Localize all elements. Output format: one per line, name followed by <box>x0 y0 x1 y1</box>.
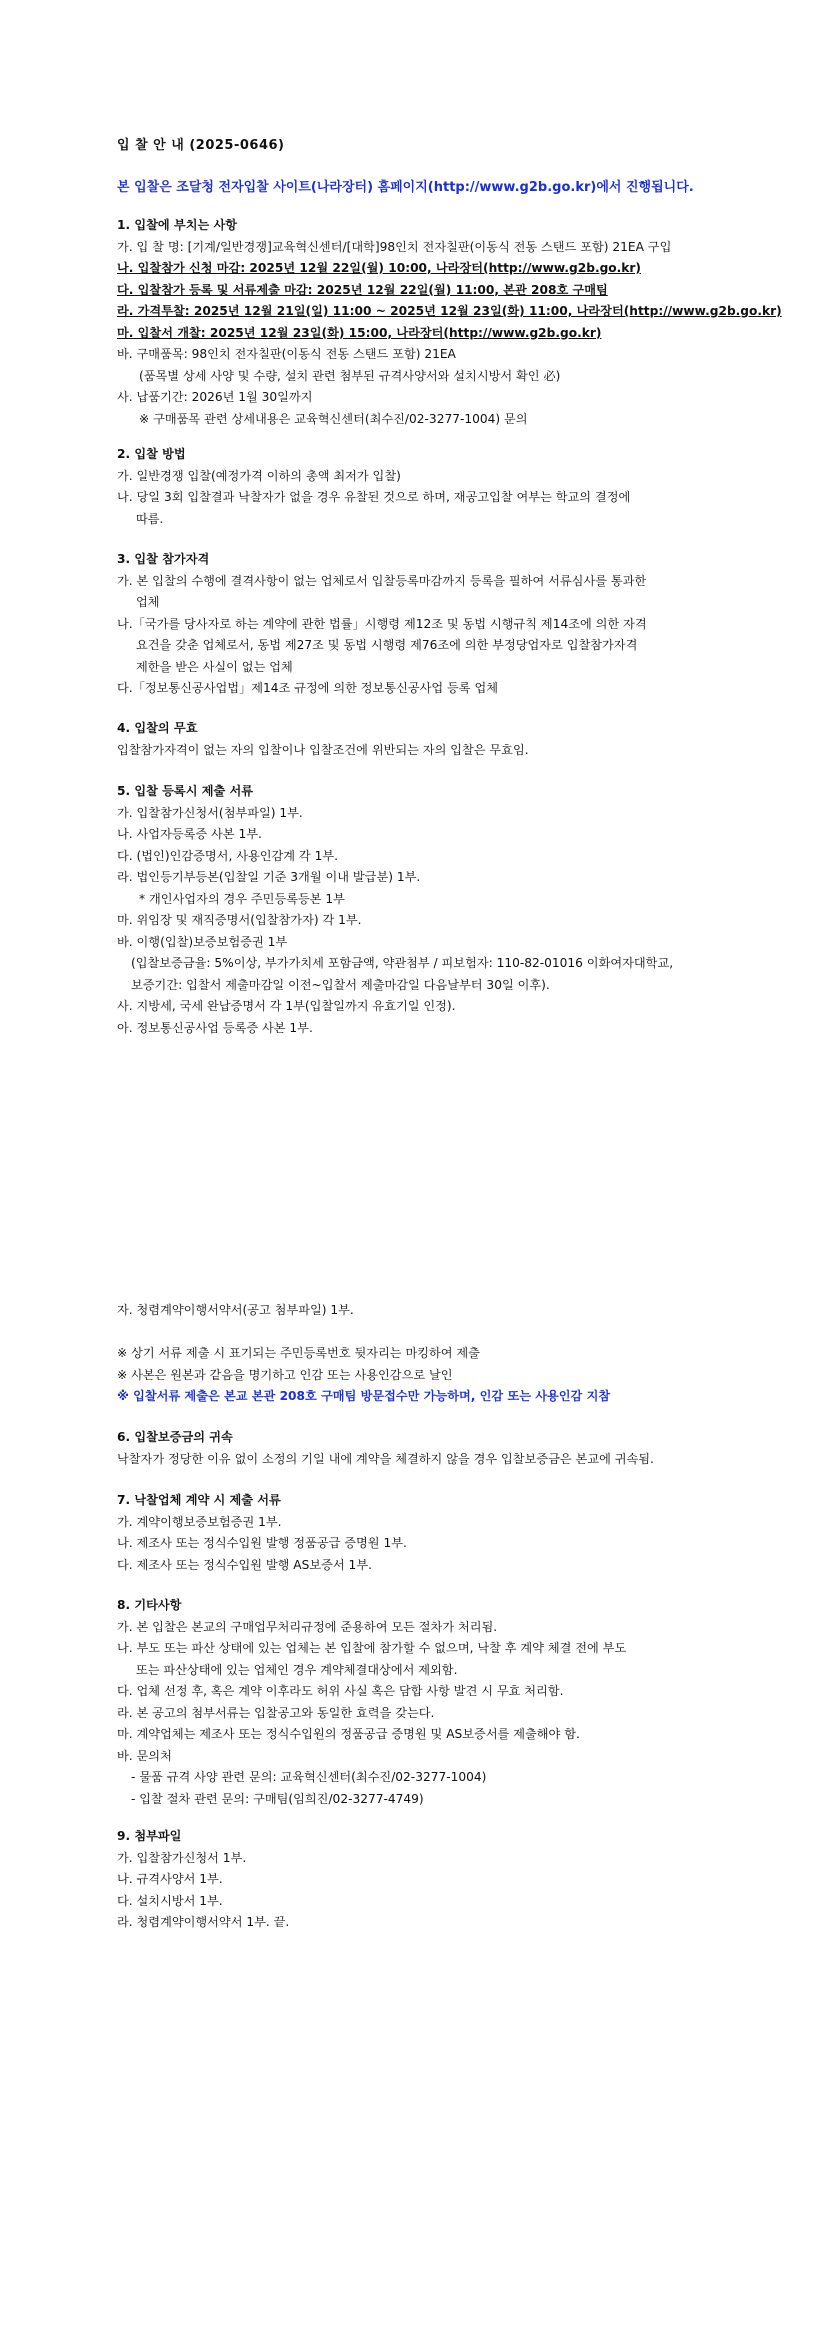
list-item: 자. 청렴계약이행서약서(공고 첨부파일) 1부. <box>117 1303 354 1317</box>
list-item: 라. 본 공고의 첨부서류는 입찰공고와 동일한 효력을 갖는다. <box>117 1705 435 1720</box>
section-heading: 3. 입찰 참가자격 <box>117 552 210 566</box>
contact-line: - 입찰 절차 관련 문의: 구매팀(임희진/02-3277-4749) <box>131 1791 424 1806</box>
list-item-note: ※ 구매품목 관련 상세내용은 교육혁신센터(최수진/02-3277-1004) 문의 <box>139 411 528 426</box>
section-heading: 1. 입찰에 부치는 사항 <box>117 218 238 232</box>
note-line-highlight: ※ 입찰서류 제출은 본교 본관 208호 구매팀 방문접수만 가능하며, 인감 또는 사용인감 지참 <box>117 1389 611 1403</box>
list-item: 마. 입찰서 개찰: 2025년 12월 23일(화) 15:00, 나라장터(http://www.g2b.go.kr) <box>117 325 602 340</box>
section-heading: 6. 입찰보증금의 귀속 <box>117 1430 233 1444</box>
list-item: 가. 일반경쟁 입찰(예정가격 이하의 총액 최저가 입찰) <box>117 468 401 483</box>
list-item: 라. 청렴계약이행서약서 1부. 끝. <box>117 1915 290 1929</box>
document-title: 입 찰 안 내 (2025-0646) <box>117 138 285 153</box>
list-item: 나. 입찰참가 신청 마감: 2025년 12월 22일(월) 10:00, 나라장터(http://www.g2b.go.kr) <box>117 261 641 275</box>
contact-line: - 물품 규격 사양 관련 문의: 교육혁신센터(최수진/02-3277-1004) <box>131 1770 487 1784</box>
section-heading: 4. 입찰의 무효 <box>117 721 198 735</box>
note-line: ※ 사본은 원본과 같음을 명기하고 인감 또는 사용인감으로 날인 <box>117 1367 453 1382</box>
list-item: 가. 본 입찰의 수행에 결격사항이 없는 업체로서 입찰등록마감까지 등록을 필하여 서류심사를 통과한 <box>117 573 647 588</box>
list-item: 바. 문의처 <box>117 1748 172 1763</box>
list-item: 다. 설치시방서 1부. <box>117 1893 223 1908</box>
list-item: 다. 입찰참가 등록 및 서류제출 마감: 2025년 12월 22일(월) 11:00, 본관 208호 구매팀 <box>117 282 608 297</box>
list-item-continued: 보증기간: 입찰서 제출마감일 이전~입찰서 제출마감일 다음날부터 30일 이후). <box>131 977 550 992</box>
list-item: 라. 법인등기부등본(입찰일 기준 3개월 이내 발급분) 1부. <box>117 870 421 884</box>
list-item: 다. 제조사 또는 정식수입원 발행 AS보증서 1부. <box>117 1557 372 1572</box>
list-item-continued: 제한을 받은 사실이 없는 업체 <box>136 659 293 674</box>
list-item: 나. 제조사 또는 정식수입원 발행 정품공급 증명원 1부. <box>117 1536 407 1550</box>
section-heading: 2. 입찰 방법 <box>117 447 186 461</box>
section-heading: 8. 기타사항 <box>117 1598 182 1612</box>
list-item: 가. 입 찰 명: [기계/일반경쟁]교육혁신센터/[대학]98인치 전자칠판(이동식 전동 스탠드 포함) 21EA 구입 <box>117 239 672 254</box>
list-item: 다.「정보통신공사업법」제14조 규정에 의한 정보통신공사업 등록 업체 <box>117 681 499 695</box>
section-heading: 7. 낙찰업체 계약 시 제출 서류 <box>117 1493 281 1507</box>
list-item-note: * 개인사업자의 경우 주민등록등본 1부 <box>139 891 345 906</box>
list-item-continued: (품목별 상세 사양 및 수량, 설치 관련 첨부된 규격사양서와 설치시방서 확인 必) <box>139 368 561 383</box>
list-item: 라. 가격투찰: 2025년 12월 21일(일) 11:00 ~ 2025년 12월 23일(화) 11:00, 나라장터(http://www.g2b.go.kr) <box>117 304 782 318</box>
list-item-continued: 또는 파산상태에 있는 업체인 경우 계약체결대상에서 제외함. <box>136 1662 458 1677</box>
section-3 <box>117 549 757 700</box>
section-6 <box>117 1427 757 1470</box>
list-item-continued: 요건을 갖춘 업체로서, 동법 제27조 및 동법 시행령 제76조에 의한 부정당업자로 입찰참가자격 <box>136 638 638 652</box>
list-item: 나. 부도 또는 파산 상태에 있는 업체는 본 입찰에 참가할 수 없으며, 낙찰 후 계약 체결 전에 부도 <box>117 1641 627 1655</box>
list-item-continued: 업체 <box>136 595 160 609</box>
list-item: 마. 위임장 및 재직증명서(입찰참가자) 각 1부. <box>117 913 362 927</box>
list-item: 가. 입찰참가신청서 1부. <box>117 1850 247 1865</box>
section-8 <box>117 1595 757 1810</box>
list-item: 나. 규격사양서 1부. <box>117 1872 223 1886</box>
section-9 <box>117 1826 757 1934</box>
section-1 <box>117 215 782 430</box>
list-item: 나. 당일 3회 입찰결과 낙찰자가 없을 경우 유찰된 것으로 하며, 재공고입찰 여부는 학교의 결정에 <box>117 490 631 504</box>
list-item: 아. 정보통신공사업 등록증 사본 1부. <box>117 1020 313 1035</box>
section-5 <box>117 781 757 1039</box>
list-item: 바. 구매품목: 98인치 전자칠판(이동식 전동 스탠드 포함) 21EA <box>117 347 456 361</box>
list-item: 가. 본 입찰은 본교의 구매업무처리규정에 준용하여 모든 절차가 처리됨. <box>117 1619 498 1634</box>
section-2 <box>117 444 757 530</box>
section-5-continued <box>117 1300 757 1408</box>
list-item: 마. 계약업체는 제조사 또는 정식수입원의 정품공급 증명원 및 AS보증서를 제출해야 함. <box>117 1727 580 1741</box>
list-item: 가. 입찰참가신청서(첨부파일) 1부. <box>117 805 303 820</box>
notice-line: 본 입찰은 조달청 전자입찰 사이트(나라장터) 홈페이지(http://www.g2b.go.kr)에서 진행됩니다. <box>117 180 694 195</box>
paragraph: 입찰참가자격이 없는 자의 입찰이나 입찰조건에 위반되는 자의 입찰은 무효임. <box>117 742 529 757</box>
list-item: 가. 계약이행보증보험증권 1부. <box>117 1514 282 1529</box>
note-line: ※ 상기 서류 제출 시 표기되는 주민등록번호 뒷자리는 마킹하여 제출 <box>117 1346 480 1360</box>
section-4 <box>117 718 757 761</box>
list-item: 다. (법인)인감증명서, 사용인감계 각 1부. <box>117 848 338 863</box>
list-item: 다. 업체 선정 후, 혹은 계약 이후라도 허위 사실 혹은 담합 사항 발견 시 무효 처리함. <box>117 1684 564 1698</box>
list-item: 사. 지방세, 국세 완납증명서 각 1부(입찰일까지 유효기일 인정). <box>117 999 456 1013</box>
list-item: 바. 이행(입찰)보증보험증권 1부 <box>117 934 288 949</box>
list-item: 나. 사업자등록증 사본 1부. <box>117 827 262 841</box>
section-heading: 9. 첨부파일 <box>117 1829 182 1843</box>
section-7 <box>117 1490 757 1576</box>
section-heading: 5. 입찰 등록시 제출 서류 <box>117 784 254 798</box>
list-item-continued: (입찰보증금율: 5%이상, 부가가치세 포함금액, 약관첨부 / 피보험자: 110-82-01016 이화여자대학교, <box>131 956 674 970</box>
list-item: 나.「국가를 당사자로 하는 계약에 관한 법률」시행령 제12조 및 동법 시행규칙 제14조에 의한 자격 <box>117 616 647 631</box>
list-item: 사. 납품기간: 2026년 1월 30일까지 <box>117 390 313 404</box>
list-item-continued: 따름. <box>136 511 164 526</box>
paragraph: 낙찰자가 정당한 이유 없이 소정의 기일 내에 계약을 체결하지 않을 경우 입찰보증금은 본교에 귀속됨. <box>117 1451 654 1466</box>
